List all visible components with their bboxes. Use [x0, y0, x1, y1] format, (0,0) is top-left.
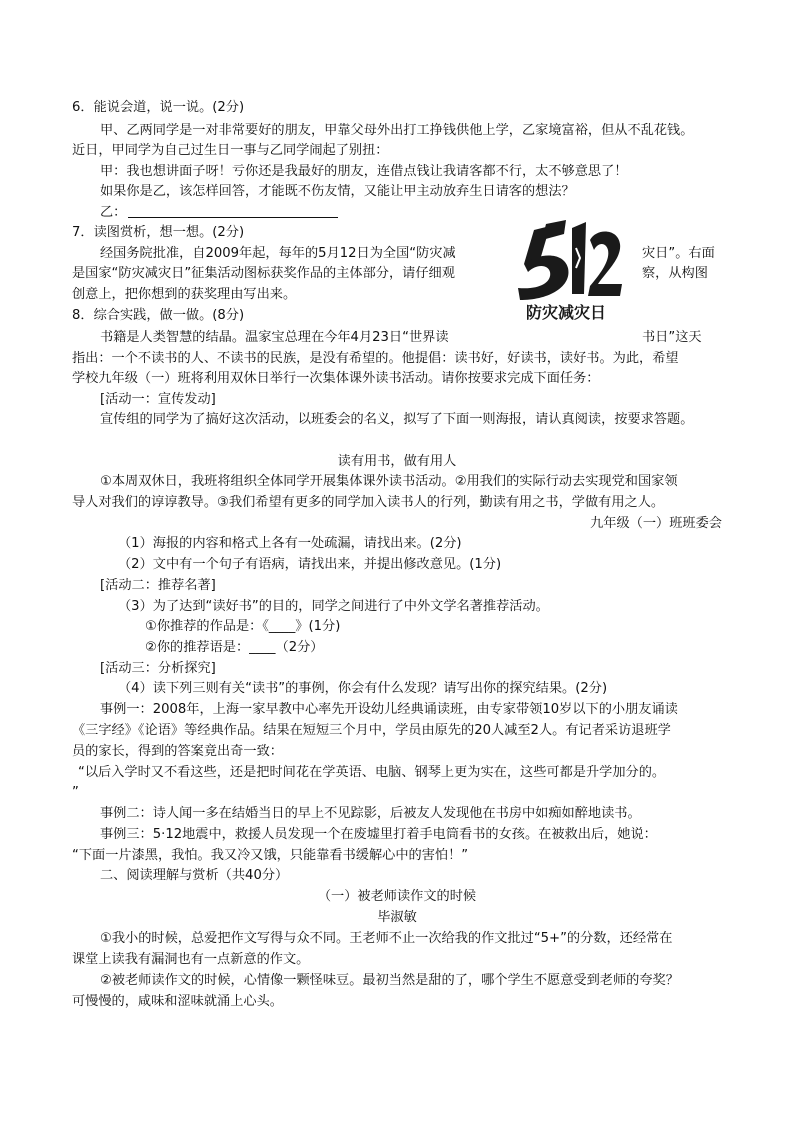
q6-heading: 6．能说会道，说一说。(2分) — [72, 100, 245, 115]
sub-question-3: （3）为了达到“读好书”的目的，同学之间进行了中外文学名著推荐活动。 — [118, 599, 549, 614]
q6-paragraph-line: 近日，甲同学为自己过生日一事与乙同学闹起了别扭： — [72, 143, 389, 158]
article-paragraph-line: ②被老师读作文的时候，心情像一颗怪味豆。最初当然是甜的了，哪个学生不愿意受到老师的夸奖？ — [100, 973, 679, 988]
activity-1-description: 宣传组的同学为了搞好这次活动，以班委会的名义，拟写了下面一则海报，请认真阅读，按要求答题。 — [100, 412, 694, 427]
article-paragraph-line: 可慢慢的，咸味和涩味就涌上心头。 — [72, 994, 283, 1009]
svg-text:防灾减灾日: 防灾减灾日 — [525, 303, 607, 322]
example-3-line: 事例三：5·12地震中，救援人员发现一个在废墟里打着手电筒看书的女孩。在被救出后，她说： — [100, 827, 657, 842]
q6-paragraph-line: 甲、乙两同学是一对非常要好的朋友，甲靠父母外出打工挣钱供他上学，乙家境富裕，但从不乱花钱。 — [100, 123, 694, 138]
article-author: 毕淑敏 — [377, 910, 417, 925]
example-1-line: 员的家长，得到的答案竟出奇一致： — [72, 744, 283, 759]
poster-body-line: 导人对我们的谆谆教导。③我们希望有更多的同学加入读书人的行列，勤读有用之书，学做有用之人。 — [72, 495, 665, 510]
article-paragraph-line: 课堂上读我有漏洞也有一点新意的作文。 — [72, 952, 310, 967]
q6-answer-row — [100, 203, 338, 223]
example-2: 事例二：诗人闻一多在结婚当日的早上不见踪影，后被友人发现他在书房中如痴如醉地读书。 — [100, 806, 641, 821]
article-paragraph-line: ①我小的时候，总爱把作文写得与众不同。王老师不止一次给我的作文批过“5+”的分数，还经常在 — [100, 931, 673, 946]
activity-2-label: [活动二：推荐名著] — [100, 578, 216, 593]
article-title: （一）被老师读作文的时候 — [317, 889, 477, 904]
logo-512-graphic — [506, 218, 626, 326]
q6-answer-label: 乙： — [100, 205, 127, 220]
q8-intro-line: 书籍是人类智慧的结晶。温家宝总理在今年4月23日“世界读 — [100, 330, 449, 345]
disaster-reduction-day-logo — [506, 218, 626, 326]
q8-intro-line: 学校九年级（一）班将利用双休日举行一次集体课外读书活动。请你按要求完成下面任务： — [72, 371, 600, 386]
sub-question-2: （2）文中有一个句子有语病，请找出来，并提出修改意见。(1分) — [118, 557, 502, 572]
sub-question-3b: ②你的推荐语是：____（2分） — [145, 640, 324, 655]
q7-text-line: 是国家“防灾减灾日”征集活动图标获奖作品的主体部分，请仔细观 — [72, 266, 455, 281]
q7-text-line: 创意上，把你想到的获奖理由写出来。 — [72, 287, 297, 302]
example-1-quote-end: ” — [72, 785, 79, 800]
sub-question-4: （4）读下列三则有关“读书”的事例，你会有什么发现？请写出你的探究结果。(2分) — [118, 681, 608, 696]
poster-body-line: ①本周双休日，我班将组织全体同学开展集体课外读书活动。②用我们的实际行动去实现党和国家领 — [100, 474, 678, 489]
example-1-line: 《三字经》《论语》等经典作品。结果在短短三个月中，学员由原先的20人减至2人。有记者采访退班学 — [72, 723, 671, 738]
sub-question-1: （1）海报的内容和格式上各有一处疏漏，请找出来。(2分) — [118, 536, 462, 551]
q8-intro-line: 书日”这天 — [642, 330, 702, 345]
q8-heading: 8．综合实践，做一做。(8分) — [72, 308, 245, 323]
q7-heading: 7．读图赏析，想一想。(2分) — [72, 225, 245, 240]
section-2-heading: 二、阅读理解与赏析（共40分） — [100, 868, 289, 883]
activity-3-label: [活动三：分析探究] — [100, 661, 216, 676]
q6-prompt: 如果你是乙，该怎样回答，才能既不伤友情，又能让甲主动放弃生日请客的想法？ — [100, 184, 575, 199]
activity-1-label: [活动一：宣传发动] — [100, 392, 216, 407]
q7-text-line: 经国务院批准，自2009年起，每年的5月12日为全国“防灾减 — [100, 246, 456, 261]
q6-answer-blank[interactable] — [128, 203, 338, 218]
poster-title: 读有用书，做有用人 — [337, 454, 457, 469]
q7-text-line: 灾日”。右面 — [642, 246, 715, 261]
example-1-line: 事例一：2008年，上海一家早教中心率先开设幼儿经典诵读班，由专家带领10岁以下的小朋友诵读 — [100, 702, 678, 717]
poster-signature: 九年级（一）班班委会 — [590, 516, 722, 531]
example-1-quote: “以后入学时又不看这些，还是把时间花在学英语、电脑、钢琴上更为实在，这些可都是升学加分的。 — [78, 765, 666, 780]
example-3-line: “下面一片漆黑，我怕。我又冷又饿，只能靠看书缓解心中的害怕！” — [72, 848, 469, 863]
q6-dialogue: 甲：我也想讲面子呀！亏你还是我最好的朋友，连借点钱让我请客都不行，太不够意思了！ — [100, 164, 628, 179]
sub-question-3a: ①你推荐的作品是：《____》(1分) — [145, 619, 341, 634]
q8-intro-line: 指出：一个不读书的人、不读书的民族，是没有希望的。他提倡：读书好，好读书，读好书。为此，希望 — [72, 351, 679, 366]
q7-text-line: 察，从构图 — [642, 266, 708, 281]
